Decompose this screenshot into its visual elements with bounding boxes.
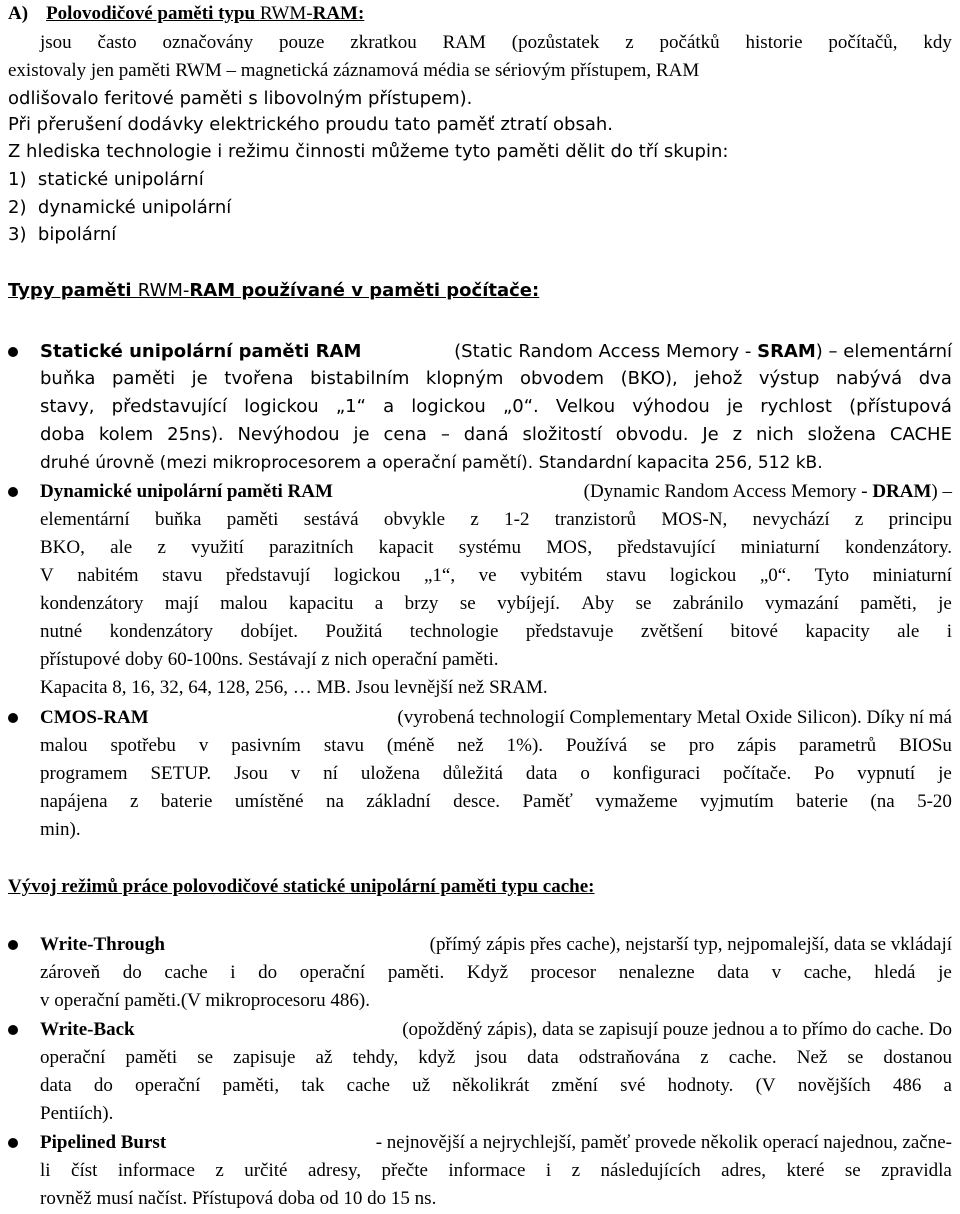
sram-line-2: buňka paměti je tvořena bistabilním klopným obvodem (BKO), jehož výstup nabývá dva [40,368,952,389]
bullet-icon [8,1025,18,1035]
pipelined-burst-line-3: rovněž musí načíst. Přístupová doba od 10 do 15 ns. [40,1188,437,1209]
list-item-dynamic: 2) dynamické unipolární [8,197,232,218]
write-back-line-1: Write-Back (opožděný zápis), data se zapisují pouze jednou a to přímo do cache. Do [40,1019,952,1040]
cmos-line-4: napájena z baterie umístěné na základní desce. Paměť vymažeme vyjmutím baterie (na 5-20 [40,791,952,812]
intro-line-3: odlišovalo feritové paměti s libovolným přístupem). [8,88,473,109]
dram-line-5: kondenzátory mají malou kapacitu a brzy se vybíjejí. Aby se zabránilo vymazání paměti, je [40,593,952,614]
dram-line-1: Dynamické unipolární paměti RAM (Dynamic Random Access Memory - DRAM) – [40,481,952,502]
sram-line-5: druhé úrovně (mezi mikroprocesorem a operační pamětí). Standardní kapacita 256, 512 kB. [40,453,823,473]
write-back-line-2: operační paměti se zapisuje až tehdy, když jsou data odstraňována z cache. Než se dostanou [40,1047,952,1068]
dram-line-7: přístupové doby 60-100ns. Sestávají z nich operační paměti. [40,649,499,670]
write-through-line-2: zároveň do cache i do operační paměti. Když procesor nenalezne data v cache, hledá je [40,962,952,983]
dram-line-4: V nabitém stavu představují logickou „1“, ve vybitém stavu logickou „0“. Tyto miniaturní [40,565,952,586]
intro-line-2: existovaly jen paměti RWM – magnetická záznamová média se sériovým přístupem, RAM [8,60,700,81]
pipelined-burst-line-1: Pipelined Burst - nejnovější a nejrychlejší, paměť provede několik operací najednou, začne- [40,1132,952,1153]
dram-line-3: BKO, ale z využití parazitních kapacit systému MOS, představující miniaturní kondenzátory. [40,537,952,558]
bullet-icon [8,1138,18,1148]
section-a-title: Polovodičové paměti typu RWM-RAM: [46,3,365,24]
cache-heading: Vývoj režimů práce polovodičové statické unipolární paměti typu cache: [8,876,595,897]
sram-line-4: doba kolem 25ns). Nevýhodou je cena – daná složitostí obvodu. Je z nich složena CACHE [40,424,952,445]
bullet-icon [8,940,18,950]
section-a-prefix: A) [8,3,29,24]
list-item-bipolar: 3) bipolární [8,224,117,245]
sram-line-1: Statické unipolární paměti RAM (Static Random Access Memory - SRAM) – elementární [40,341,952,362]
cmos-line-5: min). [40,819,81,840]
intro-line-5: Z hlediska technologie i režimu činnosti můžeme tyto paměti dělit do tří skupin: [8,141,729,162]
types-heading: Typy paměti RWM-RAM používané v paměti počítače: [8,280,540,301]
list-item-static: 1) statické unipolární [8,169,204,190]
dram-line-6: nutné kondenzátory dobíjet. Použitá technologie představuje zvětšení bitové kapacity ale i [40,621,952,642]
intro-line-1: jsou často označovány pouze zkratkou RAM (pozůstatek z počátků historie počítačů, kdy [40,32,952,53]
write-back-line-4: Pentiích). [40,1103,114,1124]
cmos-line-2: malou spotřebu v pasivním stavu (méně než 1%). Používá se pro zápis parametrů BIOSu [40,735,952,756]
section-a-heading [8,2,364,26]
bullet-icon [8,347,18,357]
bullet-icon [8,487,18,497]
dram-line-2: elementární buňka paměti sestává obvykle z 1-2 tranzistorů MOS-N, nevychází z principu [40,509,952,530]
intro-line-4: Při přerušení dodávky elektrického proudu tato paměť ztratí obsah. [8,114,614,135]
pipelined-burst-line-2: li číst informace z určité adresy, přečte informace i z následujících adres, které se zpravidla [40,1160,952,1181]
bullet-icon [8,713,18,723]
write-back-line-3: data do operační paměti, tak cache už několikrát změní své hodnoty. (V novějších 486 a [40,1075,952,1096]
cmos-line-3: programem SETUP. Jsou v ní uložena důležitá data o konfiguraci počítače. Po vypnutí je [40,763,952,784]
dram-line-8: Kapacita 8, 16, 32, 64, 128, 256, … MB. Jsou levnější než SRAM. [40,677,548,698]
cmos-line-1: CMOS-RAM (vyrobená technologií Complementary Metal Oxide Silicon). Díky ní má [40,707,952,728]
write-through-line-1: Write-Through (přímý zápis přes cache), nejstarší typ, nejpomalejší, data se vkládají [40,934,952,955]
write-through-line-3: v operační paměti.(V mikroprocesoru 486). [40,990,370,1011]
sram-line-3: stavy, představující logickou „1“ a logickou „0“. Velkou výhodou je rychlost (přístupová [40,396,952,417]
